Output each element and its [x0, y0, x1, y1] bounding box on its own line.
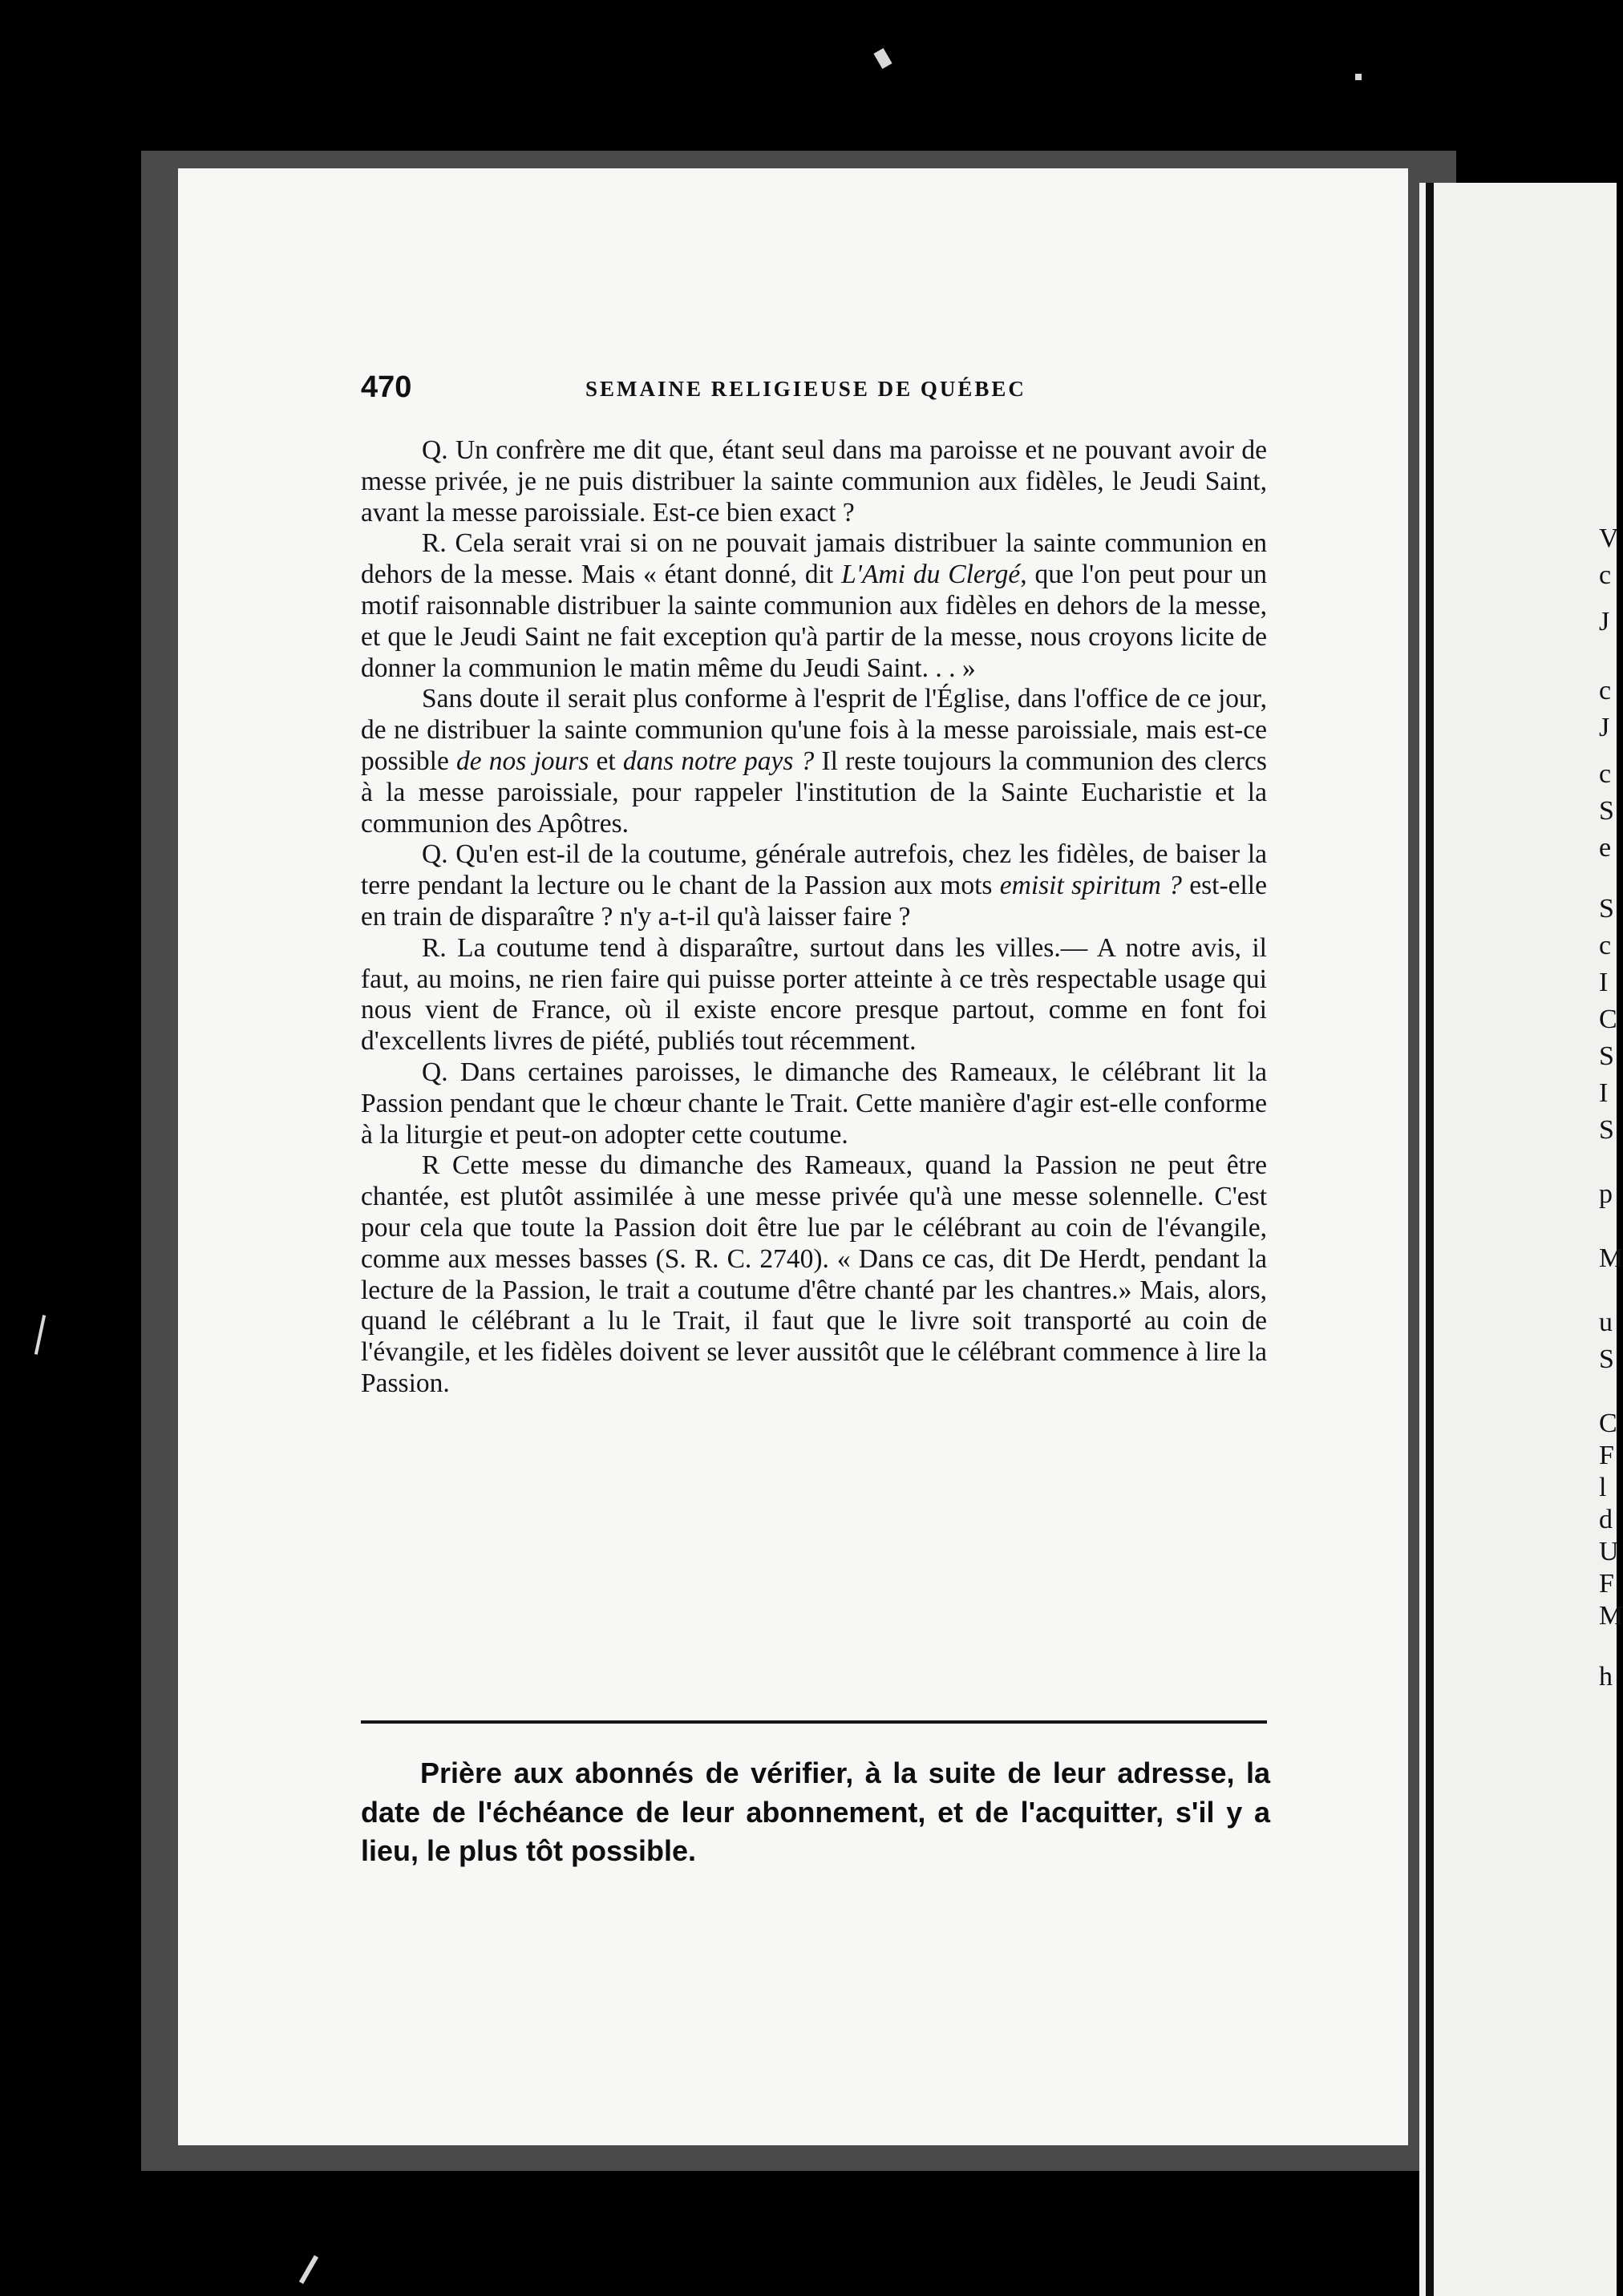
- facing-letter: I: [1599, 968, 1609, 997]
- paragraph-text: Sans doute il serait plus conforme à l'esprit de l'Église, dans l'office de ce jour, de ne distribuer la sainte communion qu'une fois à la messe paroissiale, mais est-ce possible: [361, 684, 1267, 776]
- paragraph-text: Cette messe du dimanche des Rameaux, quand la Passion ne peut être chantée, est plutôt assimilée à une messe privée qu'à une messe solennelle. C'est pour cela que toute la Passion doit être lue par le célébrant au coin de l'évangile, comme aux messes basses (S. R. C. 2740). « Dans ce cas, dit De Herdt, pendant la lecture de la Passion, le trait a coutume d'être chanté par les chantres.» Mais, alors, quand le célébrant a lu le Trait, il faut que le livre soit transporté au coin de l'évangile, et les fidèles doivent se lever aussitôt que le célébrant commence à lire la Passion.: [361, 1150, 1268, 1398]
- question-label: Q.: [422, 839, 448, 870]
- answer-label: R.: [422, 932, 447, 963]
- film-scratch: [299, 2255, 318, 2284]
- page-number: 470: [361, 370, 412, 404]
- facing-letter: c: [1599, 931, 1612, 960]
- paragraph-question-3: [361, 1057, 1267, 1150]
- section-divider: [361, 1720, 1267, 1724]
- facing-letter: S: [1599, 1041, 1614, 1071]
- facing-letter: S: [1599, 1115, 1614, 1145]
- question-label: Q.: [422, 1057, 448, 1087]
- facing-page-text: [1599, 521, 1623, 1696]
- notice-text: Prière aux abonnés de vérifier, à la suite de leur adresse, la date de l'échéance de leur abonnement, et de l'acquitter, s'il y a lieu, le plus tôt possible.: [361, 1756, 1270, 1867]
- film-speck: [873, 48, 892, 69]
- facing-letter: S: [1599, 1344, 1614, 1374]
- gutter-shadow: [1426, 183, 1434, 2296]
- facing-letter: U: [1599, 1537, 1619, 1566]
- facing-letter: F: [1599, 1569, 1614, 1599]
- facing-letter: c: [1599, 759, 1612, 789]
- facing-page: [1419, 183, 1617, 2296]
- question-label: Q.: [422, 435, 448, 465]
- facing-letter: M: [1599, 1243, 1623, 1273]
- paragraph-text: et: [589, 746, 623, 776]
- paragraph-text: Qu'en est-il de la coutume, générale autrefois, chez les fidèles, de baiser la terre pendant la lecture ou le chant de la Passion aux mots: [361, 839, 1267, 901]
- paragraph-text: Il reste toujours la communion des clercs à la messe paroissiale, pour rappeler l'institution de la Sainte Eucharistie et la communion des Apôtres.: [361, 746, 1267, 839]
- film-speck: [1355, 74, 1362, 80]
- facing-letter: d: [1599, 1505, 1613, 1534]
- facing-letter: h: [1599, 1662, 1613, 1692]
- paragraph-text: La coutume tend à disparaître, surtout dans les villes.— A notre avis, il faut, au moins, ne rien faire qui puisse porter atteinte à ce très respectable usage qui nous vient de France, où il existe encore presque partout, comme en font foi d'excellents livres de piété, publiés tout récemment.: [361, 932, 1267, 1057]
- italic-latin: emisit spiritum ?: [999, 871, 1182, 901]
- italic-title: L'Ami du Clergé: [841, 560, 1021, 590]
- facing-letter: l: [1599, 1473, 1607, 1502]
- facing-letter: S: [1599, 796, 1614, 826]
- facing-letter: V: [1599, 523, 1619, 553]
- paragraph-text: Dans certaines paroisses, le dimanche des Rameaux, le célébrant lit la Passion pendant que le chœur chante le Trait. Cette manière d'agir est-elle conforme à la liturgie et peut-on adopter cette coutume.: [361, 1057, 1268, 1150]
- paragraph-question-1: [361, 435, 1267, 528]
- paragraph-text: , que l'on peut pour un motif raisonnable distribuer la sainte communion aux fidèles en dehors de la messe, et que le Jeudi Saint ne fait exception qu'à partir de la messe, nous croyons licite de donner la communion le matin même du Jeudi Saint. . . »: [361, 560, 1268, 683]
- facing-letter: p: [1599, 1179, 1613, 1209]
- facing-letter: C: [1599, 1409, 1617, 1438]
- running-head: SEMAINE RELIGIEUSE DE QUÉBEC: [585, 377, 1026, 401]
- italic-phrase: dans notre pays ?: [622, 746, 815, 776]
- answer-label: R: [422, 1150, 440, 1181]
- film-scratch: [34, 1315, 46, 1355]
- facing-letter: u: [1599, 1308, 1613, 1337]
- paragraph-answer-1: [361, 528, 1267, 684]
- facing-letter: c: [1599, 560, 1612, 590]
- paragraph-answer-3: [361, 1150, 1267, 1399]
- paragraph-text: Cela serait vrai si on ne pouvait jamais distribuer la sainte communion en dehors de la messe. Mais « étant donné, dit: [361, 528, 1267, 590]
- facing-letter: S: [1599, 894, 1614, 924]
- facing-letter: e: [1599, 833, 1612, 863]
- facing-letter: F: [1599, 1441, 1614, 1470]
- paragraph-question-2: [361, 839, 1267, 932]
- article-body: [361, 435, 1267, 1400]
- page-header: [361, 370, 1267, 410]
- facing-letter: M: [1599, 1601, 1623, 1631]
- facing-letter: c: [1599, 676, 1612, 705]
- paragraph-text: est-elle en train de disparaître ? n'y a-t-il qu'à laisser faire ?: [361, 871, 1267, 932]
- facing-letter: J: [1599, 713, 1610, 742]
- facing-letter: J: [1599, 607, 1610, 637]
- paragraph-answer-2: [361, 933, 1267, 1057]
- facing-letter: C: [1599, 1004, 1617, 1034]
- answer-label: R.: [422, 528, 447, 559]
- subscription-notice: [361, 1754, 1270, 1871]
- paragraph-text: Un confrère me dit que, étant seul dans ma paroisse et ne pouvant avoir de messe privée, je ne puis distribuer la sainte communion aux fidèles, le Jeudi Saint, avant la messe paroissiale. Est-ce bien exact ?: [361, 435, 1267, 528]
- paragraph-commentary: [361, 684, 1267, 839]
- italic-phrase: de nos jours: [455, 746, 589, 776]
- facing-letter: I: [1599, 1078, 1609, 1108]
